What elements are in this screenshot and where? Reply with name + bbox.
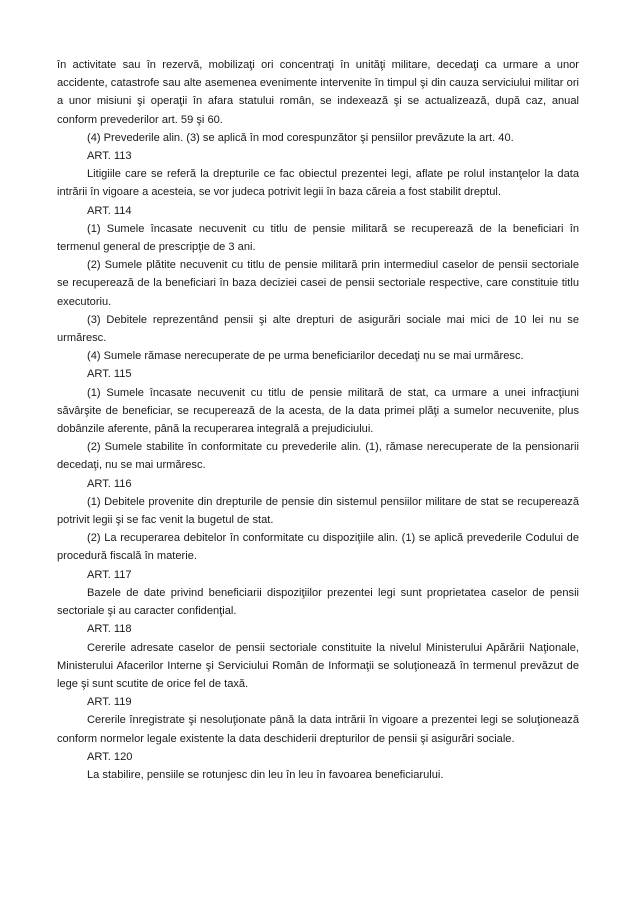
article-heading: ART. 116 <box>87 477 132 490</box>
paragraph: (1) Sumele încasate necuvenit cu titlu de pensie militară se recuperează de la beneficiari în termenul general de prescripţie de 3 ani. <box>57 222 579 254</box>
paragraph: (1) Sumele încasate necuvenit cu titlu de pensie militară de stat, ca urmare a unei infracţiuni săvârşite de beneficiar, se recuperează de la acesta, de la data primei plăţi a sumelor necuvenite, plus dobânzile aferente, până la recuperarea integrală a prejudiciului. <box>57 386 579 436</box>
paragraph: Bazele de date privind beneficiarii dispoziţiilor prezentei legi sunt proprietatea caselor de pensii sectoriale şi au caracter confidenţial. <box>57 586 579 618</box>
article-heading: ART. 114 <box>87 204 132 217</box>
paragraph: (4) Prevederile alin. (3) se aplică în mod corespunzător şi pensiilor prevăzute la art. 40. <box>87 131 514 144</box>
paragraph: Cererile adresate caselor de pensii sectoriale constituite la nivelul Ministerului Apărării Naţionale, Ministerului Afacerilor Interne şi Serviciului Român de Informaţii se soluţionează în termenul prevăzut de lege şi sunt scutite de orice fel de taxă. <box>57 641 579 690</box>
document-page <box>57 56 579 784</box>
article-heading: ART. 120 <box>87 750 133 763</box>
paragraph: (2) Sumele stabilite în conformitate cu prevederile alin. (1), rămase nerecuperate de la pensionarii decedaţi, nu se mai urmăresc. <box>57 441 579 472</box>
paragraph: (2) Sumele plătite necuvenit cu titlu de pensie militară prin intermediul caselor de pensii sectoriale se recuperează de la beneficiari în baza deciziei casei de pensii sectoriale respective, care constituie titlu executoriu. <box>57 259 579 308</box>
paragraph: (4) Sumele rămase nerecuperate de pe urma beneficiarilor decedaţi nu se mai urmăresc. <box>87 350 524 363</box>
paragraph: (3) Debitele reprezentând pensii şi alte drepturi de asigurări sociale mai mici de 10 lei nu se urmăresc. <box>57 313 579 345</box>
article-heading: ART. 115 <box>87 368 132 381</box>
paragraph: în activitate sau în rezervă, mobilizaţi ori concentraţi în unităţi militare, decedaţi ca urmare a unor accidente, catastrofe sau alte asemenea evenimente intervenite în timpul şi din cauza serviciului militar ori a unor misiuni şi operaţii în afara statului român, se indexează şi se actualizează, după caz, anual conform prevederilor art. 59 şi 60. <box>57 59 579 126</box>
paragraph: La stabilire, pensiile se rotunjesc din leu în leu în favoarea beneficiarului. <box>87 768 444 781</box>
paragraph: (2) La recuperarea debitelor în conformitate cu dispoziţiile alin. (1) se aplică prevederile Codului de procedură fiscală în materie. <box>57 532 579 563</box>
paragraph: Cererile înregistrate şi nesoluţionate până la data intrării în vigoare a prezentei legi se soluţionează conform normelor legale existente la data deschiderii drepturilor de pensii şi asigurări sociale. <box>57 714 579 745</box>
paragraph: Litigiile care se referă la drepturile ce fac obiectul prezentei legi, aflate pe rolul instanţelor la data intrării în vigoare a acesteia, se vor judeca potrivit legii în baza căreia a fost stabilit dreptul. <box>57 168 579 199</box>
article-heading: ART. 118 <box>87 623 132 636</box>
article-heading: ART. 113 <box>87 150 132 163</box>
article-heading: ART. 117 <box>87 568 132 581</box>
article-heading: ART. 119 <box>87 696 132 709</box>
paragraph: (1) Debitele provenite din drepturile de pensie din sistemul pensiilor militare de stat se recuperează potrivit legii şi se fac venit la bugetul de stat. <box>57 495 579 527</box>
